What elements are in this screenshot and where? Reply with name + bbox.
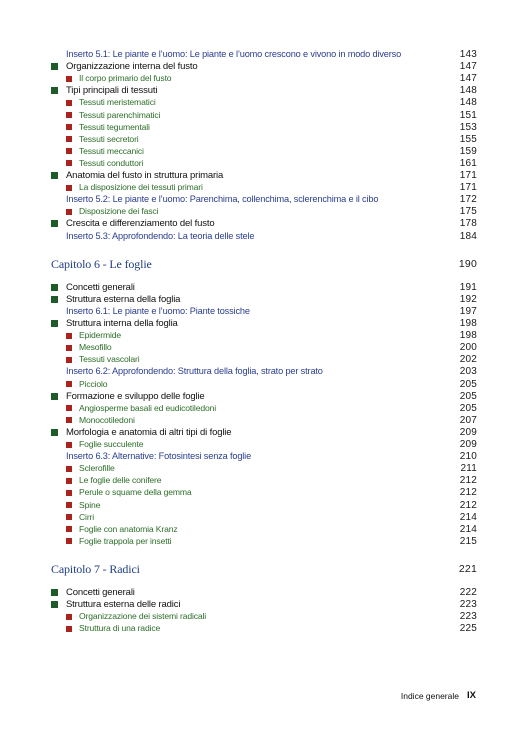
toc-insert-entry: [51, 193, 477, 206]
toc-entry-page: 153: [459, 121, 477, 133]
toc-entry-label: Tessuti conduttori: [79, 157, 144, 168]
toc-subsection-entry: [51, 181, 477, 194]
red-square-bullet-icon: [66, 626, 72, 632]
toc-entry-page: 202: [459, 354, 477, 366]
red-square-bullet-icon: [66, 333, 72, 339]
toc-entry-page: 223: [459, 611, 477, 623]
toc-insert-entry: [51, 450, 477, 463]
toc-entry-label: Morfologia e anatomia di altri tipi di foglie: [66, 426, 232, 438]
toc-entry-page: 212: [459, 475, 477, 487]
toc-entry-page: 214: [459, 511, 477, 523]
red-square-bullet-icon: [66, 148, 72, 154]
toc-entry-label: Tessuti vascolari: [79, 354, 140, 365]
toc-entry-page: 178: [459, 218, 477, 230]
green-square-bullet-icon: [51, 393, 58, 400]
toc-subsection-entry: [51, 341, 477, 354]
toc-subsection-entry: [51, 474, 477, 487]
green-square-bullet-icon: [51, 63, 58, 70]
red-square-bullet-icon: [66, 100, 72, 106]
toc-entry-page: 222: [459, 587, 477, 598]
toc-section-entry: [51, 426, 477, 439]
toc-subsection-entry: [51, 121, 477, 134]
chapter-heading: [51, 561, 477, 577]
red-square-bullet-icon: [66, 112, 72, 118]
red-square-bullet-icon: [66, 185, 72, 191]
toc-entry-label: Tessuti meccanici: [79, 145, 144, 156]
toc-subsection-entry: [51, 414, 477, 427]
toc-subsection-entry: [51, 523, 477, 536]
toc-section-entry: [51, 217, 477, 230]
toc-entry-page: 203: [459, 366, 477, 378]
toc-entry-label: Tessuti parenchimatici: [79, 109, 161, 120]
toc-entry-label: Inserto 5.1: Le piante e l’uomo: Le piante e l’uomo crescono e vivono in modo diverso: [66, 49, 402, 59]
toc-entry-label: Spine: [79, 499, 101, 510]
toc-section-entry: [51, 169, 477, 182]
green-square-bullet-icon: [51, 87, 58, 94]
toc-entry-page: 200: [459, 342, 477, 354]
toc-entry-label: Foglie con anatomia Kranz: [79, 523, 178, 534]
toc-entry-label: Organizzazione dei sistemi radicali: [79, 611, 207, 622]
red-square-bullet-icon: [66, 417, 72, 423]
toc-entry-page: 212: [459, 487, 477, 499]
toc-entry-page: 198: [459, 330, 477, 342]
toc-entry-page: 175: [459, 206, 477, 218]
red-square-bullet-icon: [66, 442, 72, 448]
toc-entry-page: 207: [459, 414, 477, 426]
toc-subsection-entry: [51, 486, 477, 499]
toc-entry-label: Capitolo 6 - Le foglie: [51, 256, 152, 271]
toc-entry-page: 212: [459, 499, 477, 511]
toc-entry-label: Inserto 6.2: Approfondendo: Struttura della foglia, strato per strato: [66, 366, 323, 377]
green-square-bullet-icon: [51, 220, 58, 227]
red-square-bullet-icon: [66, 209, 72, 215]
green-square-bullet-icon: [51, 172, 58, 179]
toc-entry-label: Struttura di una radice: [79, 623, 161, 634]
toc-entry-label: Epidermide: [79, 330, 121, 341]
toc-section-entry: [51, 586, 477, 599]
toc-section-entry: [51, 281, 477, 294]
toc-entry-page: 190: [458, 257, 477, 270]
toc-entry-page: 161: [459, 157, 477, 169]
toc-entry-label: Struttura interna della foglia: [66, 318, 178, 329]
red-square-bullet-icon: [66, 345, 72, 351]
toc-section-entry: [51, 390, 477, 403]
red-square-bullet-icon: [66, 490, 72, 496]
green-square-bullet-icon: [51, 429, 58, 436]
toc-entry-label: Inserto 5.2: Le piante e l’uomo: Parenchima, collenchima, sclerenchima e il cibo: [66, 194, 379, 205]
toc-entry-page: 147: [459, 73, 477, 85]
toc-entry-label: Mesofillo: [79, 342, 112, 353]
toc-entry-page: 155: [459, 133, 477, 145]
toc-section-entry: [51, 84, 477, 97]
toc-subsection-entry: [51, 72, 477, 85]
chapter-heading: [51, 256, 477, 272]
toc-entry-page: 143: [459, 49, 477, 60]
toc-entry-page: 210: [459, 451, 477, 463]
red-square-bullet-icon: [66, 466, 72, 472]
toc-entry-label: Concetti generali: [66, 587, 135, 598]
toc-subsection-entry: [51, 610, 477, 623]
toc-entry-label: Monocotiledoni: [79, 414, 135, 425]
toc-entry-page: 192: [459, 293, 477, 305]
toc-insert-entry: [51, 305, 477, 318]
green-square-bullet-icon: [51, 296, 58, 303]
page-number: IX: [467, 690, 476, 701]
toc-entry-page: 211: [460, 463, 477, 475]
toc-entry-label: Struttura esterna delle radici: [66, 599, 181, 611]
toc-subsection-entry: [51, 133, 477, 146]
toc-insert-entry: [51, 230, 477, 243]
toc-entry-label: Il corpo primario del fusto: [79, 73, 172, 84]
toc-entry-label: Le foglie delle conifere: [79, 475, 162, 486]
toc-entry-page: 148: [459, 85, 477, 97]
toc-entry-page: 223: [459, 599, 477, 611]
toc-entry-page: 171: [459, 182, 477, 194]
red-square-bullet-icon: [66, 478, 72, 484]
toc-subsection-entry: [51, 499, 477, 512]
toc-entry-label: Capitolo 7 - Radici: [51, 561, 140, 576]
toc-entry-label: Inserto 6.1: Le piante e l’uomo: Piante tossiche: [66, 305, 250, 316]
toc-entry-page: 147: [459, 61, 477, 73]
toc-entry-label: Perule o squame della gemma: [79, 487, 192, 498]
toc-entry-page: 148: [459, 97, 477, 109]
toc-entry-page: 209: [459, 426, 477, 438]
toc-entry-page: 209: [459, 439, 477, 450]
toc-subsection-entry: [51, 205, 477, 218]
toc-entry-label: Picciolo: [79, 378, 108, 389]
toc-entry-page: 205: [459, 402, 477, 414]
toc-subsection-entry: [51, 145, 477, 158]
toc-entry-page: 172: [459, 194, 477, 206]
toc-entry-page: 184: [459, 230, 477, 242]
toc-subsection-entry: [51, 329, 477, 342]
toc-entry-page: 191: [459, 281, 477, 293]
toc-entry-page: 151: [459, 109, 477, 121]
toc-entry-label: Sclerofille: [79, 463, 115, 474]
toc-section-entry: [51, 317, 477, 330]
toc-insert-entry: [51, 365, 477, 378]
toc-insert-entry: [51, 48, 477, 61]
toc-entry-label: Formazione e sviluppo delle foglie: [66, 390, 205, 402]
toc-entry-page: 221: [458, 562, 477, 575]
toc-entry-label: Tessuti meristematici: [79, 97, 156, 108]
toc-entry-label: Inserto 5.3: Approfondendo: La teoria delle stele: [66, 230, 255, 241]
toc-entry-page: 205: [459, 390, 477, 402]
red-square-bullet-icon: [66, 136, 72, 142]
toc-entry-label: Tessuti tegumentali: [79, 121, 150, 132]
toc-subsection-entry: [51, 462, 477, 475]
red-square-bullet-icon: [66, 405, 72, 411]
toc-subsection-entry: [51, 438, 477, 451]
toc-entry-label: Struttura esterna della foglia: [66, 293, 181, 305]
red-square-bullet-icon: [66, 357, 72, 363]
toc-section-entry: [51, 60, 477, 73]
toc-subsection-entry: [51, 96, 477, 109]
toc-entry-label: Cirri: [79, 511, 94, 522]
toc-entry-label: Tessuti secretori: [79, 133, 139, 144]
toc-subsection-entry: [51, 378, 477, 391]
green-square-bullet-icon: [51, 589, 58, 596]
page-footer: [0, 689, 527, 703]
toc-entry-page: 205: [459, 378, 477, 390]
red-square-bullet-icon: [66, 76, 72, 82]
red-square-bullet-icon: [66, 124, 72, 130]
red-square-bullet-icon: [66, 614, 72, 620]
toc-entry-label: Foglie trappola per insetti: [79, 535, 172, 546]
green-square-bullet-icon: [51, 320, 58, 327]
red-square-bullet-icon: [66, 514, 72, 520]
toc-entry-page: 225: [459, 623, 477, 635]
green-square-bullet-icon: [51, 284, 58, 291]
toc-entry-label: Foglie succulente: [79, 439, 144, 449]
toc-entry-page: 171: [459, 170, 477, 181]
toc-subsection-entry: [51, 511, 477, 524]
toc-entry-label: Concetti generali: [66, 281, 135, 293]
toc-entry-label: Anatomia del fusto in struttura primaria: [66, 170, 224, 181]
toc-section-entry: [51, 598, 477, 611]
toc-section-entry: [51, 293, 477, 306]
toc-entry-page: 197: [459, 305, 477, 317]
toc-entry-label: La disposizione dei tessuti primari: [79, 182, 203, 193]
toc-entry-page: 159: [459, 145, 477, 157]
toc-entry-label: Disposizione dei fasci: [79, 206, 159, 217]
toc-subsection-entry: [51, 622, 477, 635]
red-square-bullet-icon: [66, 160, 72, 166]
footer-label: Indice generale: [400, 691, 459, 701]
red-square-bullet-icon: [66, 526, 72, 532]
toc-entry-label: Inserto 6.3: Alternative: Fotosintesi senza foglie: [66, 451, 252, 462]
toc-entry-label: Crescita e differenziamento del fusto: [66, 218, 215, 230]
toc-subsection-entry: [51, 535, 477, 548]
toc-subsection-entry: [51, 402, 477, 415]
toc-entry-label: Angiosperme basali ed eudicotiledoni: [79, 402, 216, 413]
toc-subsection-entry: [51, 109, 477, 122]
toc-entry-page: 214: [459, 523, 477, 535]
red-square-bullet-icon: [66, 538, 72, 544]
toc-subsection-entry: [51, 157, 477, 170]
toc-subsection-entry: [51, 353, 477, 366]
red-square-bullet-icon: [66, 502, 72, 508]
red-square-bullet-icon: [66, 381, 72, 387]
toc-entry-label: Organizzazione interna del fusto: [66, 61, 198, 73]
toc-entry-label: Tipi principali di tessuti: [66, 85, 158, 97]
toc-entry-page: 215: [459, 535, 477, 547]
toc-entry-page: 198: [459, 318, 477, 329]
green-square-bullet-icon: [51, 601, 58, 608]
